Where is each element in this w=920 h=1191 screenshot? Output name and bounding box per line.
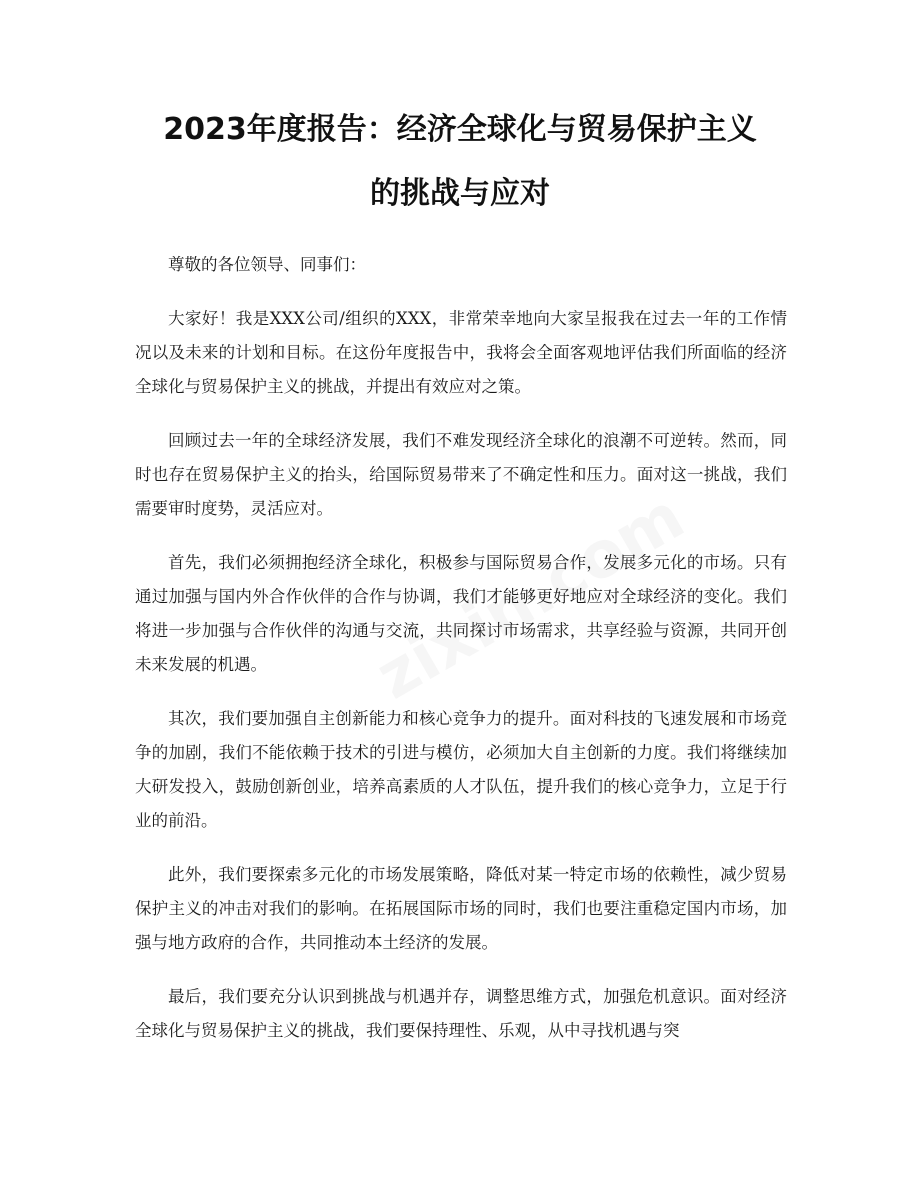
document-body [135, 248, 787, 1068]
paragraph-finally: 最后，我们要充分认识到挑战与机遇并存，调整思维方式，加强危机意识。面对经济全球化与贸易保护主义的挑战，我们要保持理性、乐观，从中寻找机遇与突 [135, 987, 787, 1040]
paragraph-greeting: 尊敬的各位领导、同事们： [168, 255, 366, 274]
paragraph-second: 其次，我们要加强自主创新能力和核心竞争力的提升。面对科技的飞速发展和市场竞争的加剧，我们不能依赖于技术的引进与模仿，必须加大自主创新的力度。我们将继续加大研发投入，鼓励创新创业，培养高素质的人才队伍，提升我们的核心竞争力，立足于行业的前沿。 [135, 709, 787, 830]
paragraph-first: 首先，我们必须拥抱经济全球化，积极参与国际贸易合作，发展多元化的市场。只有通过加强与国内外合作伙伴的合作与协调，我们才能够更好地应对全球经济的变化。我们将进一步加强与合作伙伴的沟通与交流，共同探讨市场需求，共享经验与资源，共同开创未来发展的机遇。 [135, 553, 787, 674]
paragraph-additionally: 此外，我们要探索多元化的市场发展策略，降低对某一特定市场的依赖性，减少贸易保护主义的冲击对我们的影响。在拓展国际市场的同时，我们也要注重稳定国内市场，加强与地方政府的合作，共同推动本土经济的发展。 [135, 865, 787, 952]
paragraph-intro: 大家好！我是XXX公司/组织的XXX，非常荣幸地向大家呈报我在过去一年的工作情况以及未来的计划和目标。在这份年度报告中，我将会全面客观地评估我们所面临的经济全球化与贸易保护主义的挑战，并提出有效应对之策。 [135, 309, 787, 396]
paragraph-review: 回顾过去一年的全球经济发展，我们不难发现经济全球化的浪潮不可逆转。然而，同时也存在贸易保护主义的抬头，给国际贸易带来了不确定性和压力。面对这一挑战，我们需要审时度势，灵活应对。 [135, 431, 787, 518]
document-title-line-2: 的挑战与应对 [370, 176, 550, 211]
document-title-line-1: 2023年度报告：经济全球化与贸易保护主义 [163, 112, 757, 147]
